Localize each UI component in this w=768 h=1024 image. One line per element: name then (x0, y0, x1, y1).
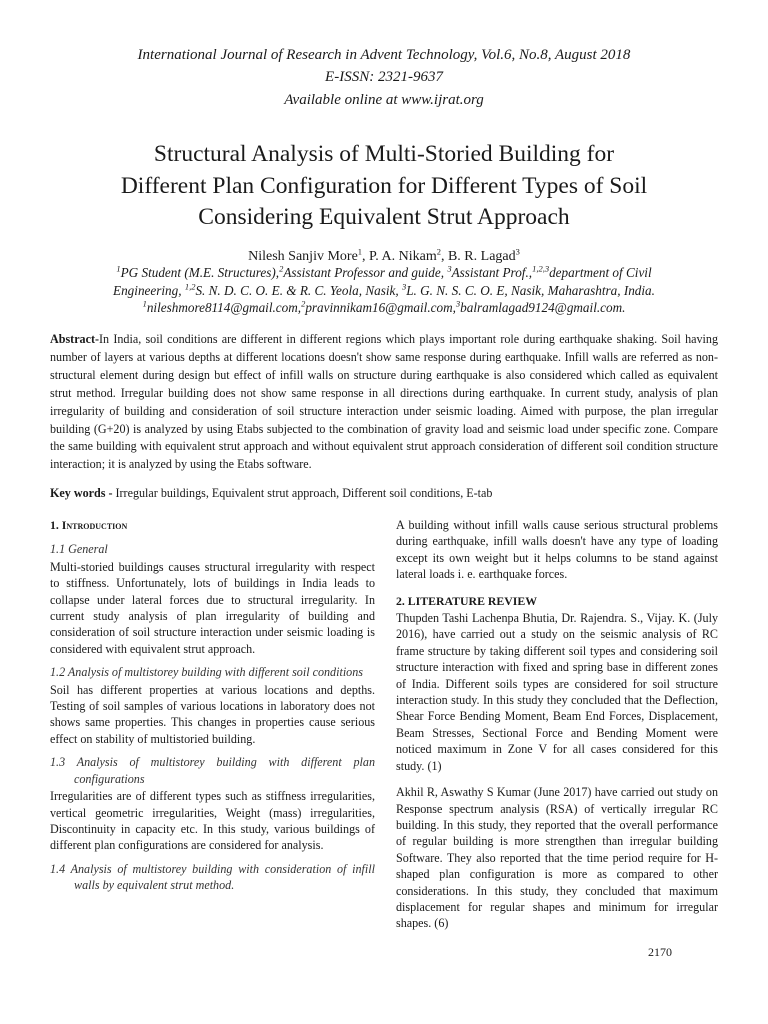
abstract-label: Abstract- (50, 332, 100, 346)
paper-title-line-2: Different Plan Configuration for Different Types of Soil (120, 173, 648, 199)
affiliation-marker: 1 (116, 263, 121, 274)
affiliation-line-2 (0, 282, 768, 299)
section-title: Introduction (61, 518, 128, 532)
section-heading-literature-review: 2. LITERATURE REVIEW (396, 593, 538, 608)
journal-website: Available online at www.ijrat.org (284, 92, 484, 108)
paragraph: Thupden Tashi Lachenpa Bhutia, Dr. Rajendra. S., Vijay. K. (July 2016), have carried out a study on the seismic analysis of RC frame structure by taking different soil types and considering soil structure interaction with fixed and spring base in different zones of India. Different soils types are considered for soil structure interaction study. In this study they concluded that the Deflection, Shear Force Bending Moment, Beam End Forces, Displacement, Beam Stresses, Sectional Force and Bending Moment were noticed maximum in Zone V for all cases considered for this study. (1) (396, 611, 718, 773)
author-email: pravinnikam16@gmail.com, (305, 300, 456, 315)
section-number: 1. (50, 518, 62, 532)
subsection-heading-plan-configurations: 1.3 Analysis of multistorey building with different plan configurations (50, 755, 375, 786)
affiliation-text: Engineering, (113, 283, 185, 298)
paragraph: Irregularities are of different types such as stiffness irregularities, vertical geometric irregularities, Weight (mass) irregularities, Discontinuity in capacity etc. In this study, various buildings of different plan configurations are considered for analysis. (50, 789, 375, 853)
affiliation-text: department of Civil (549, 265, 652, 280)
author-marker: 3 (515, 246, 520, 257)
author-email: nileshmore8114@gmail.com, (146, 300, 302, 315)
left-column (50, 517, 375, 894)
paragraph: A building without infill walls cause serious structural problems during earthquake, infill walls doesn't have any type of loading except its own weight but it helps columns to be stand against lateral loads i. e. earthquake forces. (396, 518, 718, 582)
author-name: Nilesh Sanjiv More (248, 249, 358, 264)
affiliation-marker: 1,2,3 (532, 263, 550, 274)
author-name: , P. A. Nikam (362, 249, 437, 264)
keywords-text: Irregular buildings, Equivalent strut approach, Different soil conditions, E-tab (115, 486, 493, 500)
abstract-text: In India, soil conditions are different in different regions which plays important role during earthquake shaking. Soil having number of layers at various depths at different locations doesn't show same response during earthquake. Infill walls are referred as non-structural element during design but effect of infill walls on structure during earthquake is also considered which called as equivalent strut method. Irregular building does not show same response in all directions during earthquake. In current study, analysis of plan irregularity of building and consideration of soil structure interaction under seismic loading. Aimed with purpose, the plan irregular building (G+20) is analyzed by using Etabs subjected to the combination of gravity load and seismic load under specific zone. Compare the same building with equivalent strut approach and without equivalent strut approach consideration of different soil condition structure interaction; it is analyzed by using the Etabs software. (50, 332, 718, 472)
affiliation-line-1 (0, 264, 768, 281)
affiliation-text: S. N. D. C. O. E. & R. C. Yeola, Nasik, (195, 283, 402, 298)
affiliation-marker: 1 (142, 298, 147, 309)
paragraph: Soil has different properties at various locations and depths. Testing of soil samples of various locations in laboratory does not shows same properties. This changes in properties cause serious effect on stability of multistoried building. (50, 682, 375, 746)
section-heading-introduction (50, 517, 375, 533)
affiliation-text: Assistant Professor and guide, (283, 265, 448, 280)
paragraph: Akhil R, Aswathy S Kumar (June 2017) have carried out study on Response spectrum analysis (RSA) of vertically irregular RC building. In this study, they reported that the overall performance of regular building is more strengthen than irregular building Software. They also reported that the time period require for H-shaped plan configuration is more as compared to other considerations. In this study, they concluded that maximum displacement for regular shapes and minimum for irregular shapes. (6) (396, 785, 718, 931)
author-marker: 2 (436, 246, 441, 257)
author-emails (0, 299, 768, 316)
journal-issn: E-ISSN: 2321-9637 (325, 69, 443, 85)
author-email: balramlagad9124@gmail.com. (460, 300, 626, 315)
affiliation-marker: 3 (447, 263, 452, 274)
affiliation-marker: 2 (301, 298, 306, 309)
subsection-heading-general: 1.1 General (50, 542, 108, 557)
author-name: , B. R. Lagad (440, 249, 516, 264)
journal-citation: International Journal of Research in Advent Technology, Vol.6, No.8, August 2018 (137, 47, 631, 63)
affiliation-marker: 1,2 (184, 281, 196, 292)
subsection-heading-soil-conditions: 1.2 Analysis of multistorey building with different soil conditions (50, 665, 363, 680)
affiliation-text: PG Student (M.E. Structures), (120, 265, 280, 280)
paper-title-line-3: Considering Equivalent Strut Approach (198, 204, 570, 230)
affiliation-text: Assistant Prof., (451, 265, 533, 280)
author-marker: 1 (357, 246, 363, 257)
paper-title-line-1: Structural Analysis of Multi-Storied Building for (153, 141, 615, 167)
affiliation-marker: 2 (279, 263, 284, 274)
page-number: 2170 (648, 945, 672, 959)
abstract (50, 331, 718, 474)
keywords (50, 485, 718, 502)
keywords-label: Key words - (50, 486, 116, 500)
paragraph: Multi-storied buildings causes structural irregularity with respect to stiffness. Unfortunately, lots of buildings in India leads to collapse under lateral forces due to structural irregularity. In current study analysis of plan irregularity of building and consideration of soil structure interaction under seismic loading is considered with equivalent strut approach. (50, 559, 375, 656)
affiliation-text: L. G. N. S. C. O. E, Nasik, Maharashtra, India. (406, 283, 655, 298)
affiliation-marker: 3 (455, 298, 461, 309)
subsection-heading-infill-walls: 1.4 Analysis of multistorey building with consideration of infill walls by equivalent strut method. (50, 861, 375, 893)
right-column (396, 517, 718, 932)
affiliation-marker: 3 (401, 281, 407, 292)
